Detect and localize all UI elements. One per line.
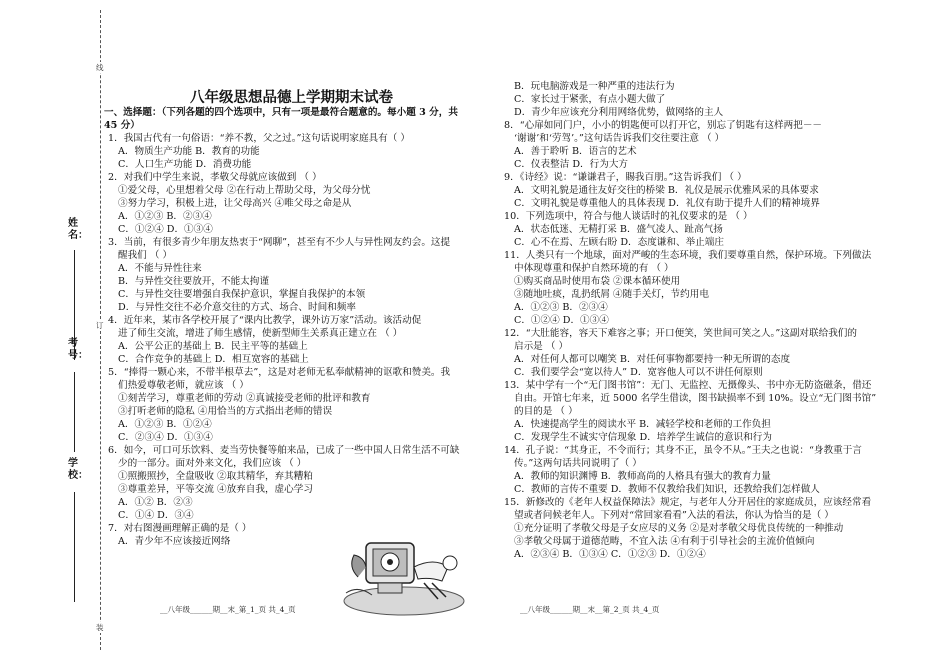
right-question-line: 9．《诗经》说：“谦谦君子，賜我百朋。”这告诉我们 （ ） (504, 172, 747, 183)
left-question-line: 1．我国古代有一句俗语：“养不教，父之过。”这句话说明家庭具有（ ） (108, 133, 410, 144)
right-question-line: 8．“心扉如同门户，小小的钥匙便可以打开它，别忘了钥匙有这样两把－－ (504, 120, 823, 131)
right-question-line: C．仪表整洁 D．行为大方 (514, 159, 629, 170)
left-question-line: C．人口生产功能 D．消费功能 (118, 159, 252, 170)
section-heading: 一、选择题：（下列各题的四个选项中，只有一项是最符合题意的。每小题 3 分，共 (104, 107, 458, 118)
left-question-line: 3．当前，有很多青少年朋友热衷于“网聊”，甚至有不少人与异性网友约会。这提 (108, 237, 451, 248)
left-question-line: 进了师生交流，增进了师生感情，使新型师生关系真正建立在 （ ） (118, 328, 403, 339)
left-question-line: C．②③④ D．①③④ (118, 432, 213, 443)
right-question-line: C．文明礼貌是尊重他人的具体表现 D．礼仪有助于提升人们的精神境界 (514, 198, 820, 209)
right-question-line: 10．下列选项中，符合与他人谈话时的礼仪要求的是 （ ） (504, 211, 753, 222)
right-question-line: 12．“大肚能容，容天下难容之事；开口便笑，笑世间可笑之人。”这副对联给我们的 (504, 328, 857, 339)
left-question-line: A．①②③ B．②③④ (118, 211, 212, 222)
binding-margin (0, 0, 104, 658)
left-question-line: B．与异性交往要放开，不能太拘谨 (118, 276, 269, 287)
right-question-line: D．青少年应该充分利用网络优势，做网络的主人 (514, 107, 724, 118)
right-question-line: A．②③④ B．①③④ C．①②③ D．①②④ (514, 549, 706, 560)
left-question-line: ①照搬照抄，全盘吸收 ②取其精华，弃其糟粕 (118, 471, 313, 482)
left-question-line: A．①② B．②③ (118, 497, 193, 508)
right-question-line: A．文明礼貌是通往友好交往的桥梁 B．礼仪是展示优雅风采的具体要求 (514, 185, 819, 196)
left-question-line: 6．如今，可口可乐饮料、麦当劳快餐等舶来品，已成了一些中国人日常生活不可缺 (108, 445, 460, 456)
right-question-line: A．对任何人都可以嘲笑 B．对任何事物都要持一种无所谓的态度 (514, 354, 791, 365)
left-question-line: A．物质生产功能 B．教育的功能 (118, 146, 260, 157)
left-question-line: C．①④ D．③④ (118, 510, 194, 521)
right-question-line: 13．某中学有一个“无门图书馆”：无门、无监控、无摄像头、书中亦无防盗磁条，借还 (504, 380, 872, 391)
right-question-line: 14．孔子说：“其身正，不令而行；其身不正，虽令不从。”王夫之也说：“身教重于言 (504, 445, 862, 456)
id-blank (74, 372, 75, 452)
footer-page-1: __八年级______期__末_第_1_页 共_4_页 (160, 605, 296, 614)
left-question-line: 醒我们 （ ） (118, 250, 173, 261)
right-column (500, 80, 896, 561)
right-questions (500, 80, 896, 561)
right-question-line: ①充分证明了孝敬父母是子女应尽的义务 ②是对孝敬父母优良传统的一种推动 (514, 523, 844, 534)
left-question-line: 们热爱尊敬老师，就应该 （ ） (118, 380, 249, 391)
right-question-line: 中体现尊重和保护自然环境的有 （ ） (514, 263, 674, 274)
right-question-line: C．家长过于紧张，有点小题大做了 (514, 94, 666, 105)
seal-mark-3: 装 (96, 623, 104, 632)
left-question-line: 5．“捧得一颗心来，不带半根草去”，这是对老师无私奉献精神的讴歌和赞美。我 (108, 367, 451, 378)
left-question-line: A．①②③ B．①②④ (118, 419, 212, 430)
right-question-line: ③随地吐痰，乱扔纸屑 ④随手关灯，节约用电 (514, 289, 709, 300)
right-question-line: ③孝敬父母属于道德范畴，不宜入法 ④有利于引导社会的主流价值倾向 (514, 536, 815, 547)
right-question-line: C．我们要学会“宽以待人” D．宽容他人可以不讲任何原则 (514, 367, 763, 378)
computer-cartoon-icon (338, 537, 470, 617)
right-question-line: ‘谢谢’和‘劳驾’。”这句话告诉我们交往要注意 （ ） (514, 133, 725, 144)
left-question-line: ③努力学习，积极上进，让父母高兴 ④唯父母之命是从 (118, 198, 352, 209)
left-question-line: D．与异性交往不必介意交往的方式、场合、时间和频率 (118, 302, 356, 313)
left-question-line: ③尊重差异，平等交流 ④放弃自我，虚心学习 (118, 484, 313, 495)
cartoon-illustration (338, 537, 470, 617)
right-question-line: C．①②④ D．①③④ (514, 315, 609, 326)
right-question-line: A．快速提高学生的阅读水平 B．减轻学校和老师的工作负担 (514, 419, 771, 430)
right-question-line: A．状态低迷、无精打采 B．盛气凌人、趾高气扬 (514, 224, 723, 235)
right-question-line: A．善于聆听 B．语言的艺术 (514, 146, 637, 157)
left-question-line: A．公平公正的基础上 B．民主平等的基础上 (118, 341, 308, 352)
seal-mark-1: 线 (96, 63, 104, 72)
right-question-line: A．①②③ B．②③④ (514, 302, 608, 313)
right-question-line: C．心不在焉、左顾右盼 D．态度谦和、举止端庄 (514, 237, 724, 248)
right-question-line: 自由。开馆七年来，近 5000 名学生借读，图书缺损率不到 10%。设立“无门图书馆” (514, 393, 877, 404)
exam-title: 八年级思想品德上学期期末试卷 (190, 90, 393, 106)
right-question-line: C．发现学生不诚实守信现象 D．培养学生诚信的意识和行为 (514, 432, 772, 443)
right-question-line: A．教师的知识渊博 B．教师高尚的人格具有强大的教育力量 (514, 471, 771, 482)
section-heading-cont: 45 分） (104, 120, 140, 131)
left-question-line: C．①②④ D．①③④ (118, 224, 213, 235)
footer-page-2: __八年级______期__末__第_2_页 共_4_页 (520, 605, 660, 614)
left-question-line: C．与异性交往要增强自我保护意识，掌握自我保护的本领 (118, 289, 366, 300)
right-question-line: 15．新修改的《老年人权益保障法》规定，与老年人分开居住的家庭成员，应该经常看 (504, 497, 872, 508)
right-question-line: 11．人类只有一个地球，面对严峻的生态环境，我们要尊重自然，保护环境。下列做法 (504, 250, 872, 261)
left-question-line: C．合作竞争的基础上 D．相互宽容的基础上 (118, 354, 309, 365)
field-id-label: 考号： (68, 338, 88, 361)
field-school-label: 学校： (68, 458, 88, 481)
left-question-line: 2．对我们中学生来说，孝敬父母就应该做到 （ ） (108, 172, 322, 183)
right-question-line: 传。”这两句话共同说明了（ ） (514, 458, 642, 469)
right-question-line: 启示是 （ ） (514, 341, 569, 352)
left-question-line: 少的一部分。面对外来文化，我们应该 （ ） (118, 458, 307, 469)
right-question-line: 的目的是 （ ） (514, 406, 578, 417)
right-question-line: B．玩电脑游戏是一种严重的违法行为 (514, 81, 675, 92)
field-name-label: 姓名： (68, 218, 88, 241)
left-questions (104, 132, 484, 548)
right-question-line: ①购买商品时使用布袋 ②课本循环使用 (514, 276, 681, 287)
left-question-line: ③打听老师的隐私 ④用恰当的方式指出老师的错误 (118, 406, 333, 417)
left-question-line: 7．对右图漫画理解正确的是（ ） (108, 523, 252, 534)
left-question-line: A．青少年不应该接近网络 (118, 536, 231, 547)
left-question-line: A．不能与异性往来 (118, 263, 202, 274)
school-blank (74, 492, 75, 602)
seal-mark-2: 订 (96, 321, 104, 330)
left-question-line: 4．近年来，某市各学校开展了“课内比教学，课外访万家”活动。该活动促 (108, 315, 422, 326)
left-column (104, 92, 484, 548)
left-question-line: ①爱父母，心里想着父母 ②在行动上帮助父母，为父母分忧 (118, 185, 371, 196)
left-question-line: ①刻苦学习，尊重老师的劳动 ②真诚接受老师的批评和教育 (118, 393, 371, 404)
right-question-line: C．教师的言传不重要 D．教师不仅教给我们知识，还教给我们怎样做人 (514, 484, 820, 495)
right-question-line: 望或者问候老年人。下列对“常回家看看”入法的看法，你认为恰当的是（ ） (514, 510, 834, 521)
